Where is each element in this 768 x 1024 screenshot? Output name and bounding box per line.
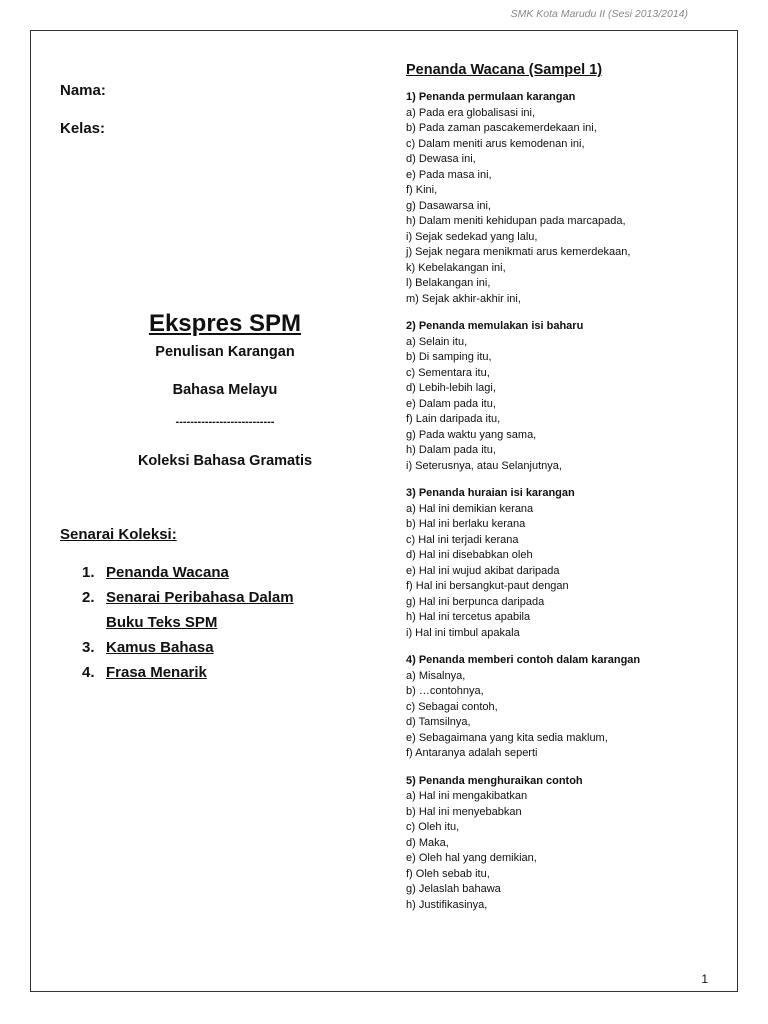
collection-list [82,560,294,685]
list-item: d) Hal ini disebabkan oleh [406,549,533,561]
list-item: c) Sementara itu, [406,366,490,379]
list-item: e) Oleh hal yang demikian, [406,852,537,864]
list-item: a) Misalnya, [406,669,466,682]
list-item: b) …contohnya, [406,685,484,697]
list-item: d) Tamsilnya, [406,716,471,728]
list-item: c) Hal ini terjadi kerana [406,533,519,546]
collection-item-number: 3. [82,639,95,656]
collection-item [82,660,294,685]
list-item: d) Maka, [406,836,449,849]
nama-label: Nama: [60,82,106,99]
list-item: c) Oleh itu, [406,821,460,833]
penanda-section [406,653,726,762]
list-item: a) Selain itu, [406,335,468,348]
list-item: l) Belakangan ini, [406,277,491,289]
list-item: f) Kini, [406,184,438,196]
subtitle-penulisan: Penulisan Karangan [155,344,295,360]
list-item: i) Seterusnya, atau Selanjutnya, [406,459,562,472]
list-item: h) Dalam pada itu, [406,444,496,456]
list-item: f) Oleh sebab itu, [406,867,490,880]
collection-item-number: 1. [82,564,95,581]
section-heading: 3) Penanda huraian isi karangan [406,487,575,499]
list-item: a) Pada era globalisasi ini, [406,106,536,119]
list-item: e) Dalam pada itu, [406,397,496,410]
list-item: k) Kebelakangan ini, [406,261,506,274]
collection-item-text-cont: Buku Teks SPM [106,614,218,631]
list-item: c) Dalam meniti arus kemodenan ini, [406,137,585,150]
section-heading: 1) Penanda permulaan karangan [406,91,576,103]
collection-item-text: Penanda Wacana [106,564,229,581]
penanda-section [406,90,726,307]
header-note: SMK Kota Marudu II (Sesi 2013/2014) [510,8,688,20]
list-item: e) Hal ini wujud akibat daripada [406,564,560,577]
collection-item-text: Senarai Peribahasa Dalam [106,589,294,606]
penanda-title: Penanda Wacana (Sampel 1) [406,62,603,78]
list-item: h) Justifikasinya, [406,898,488,911]
list-item: b) Pada zaman pascakemerdekaan ini, [406,122,597,134]
list-item: i) Sejak sedekad yang lalu, [406,230,538,243]
section-heading: 2) Penanda memulakan isi baharu [406,320,584,332]
collection-item [82,560,294,585]
collection-item [82,585,294,635]
list-item: i) Hal ini timbul apakala [406,626,520,639]
divider-line: --------------------------- [175,416,275,428]
list-item: a) Hal ini mengakibatkan [406,790,528,802]
sections-container [406,90,726,913]
list-item: f) Hal ini bersangkut-paut dengan [406,580,569,592]
collection-item-number: 2. [82,589,95,606]
list-item: c) Sebagai contoh, [406,700,498,713]
list-item: j) Sejak negara menikmati arus kemerdekaan, [406,246,631,258]
collection-item [82,635,294,660]
list-item: g) Dasawarsa ini, [406,199,491,212]
penanda-wacana-column [406,62,726,925]
penanda-section [406,319,726,474]
list-item: e) Sebagaimana yang kita sedia maklum, [406,731,608,744]
list-item: d) Dewasa ini, [406,153,476,165]
collection-item-text: Frasa Menarik [106,664,207,681]
list-item: f) Antaranya adalah seperti [406,747,538,759]
list-item: b) Hal ini menyebabkan [406,805,522,818]
list-item: m) Sejak akhir-akhir ini, [406,292,521,305]
penanda-section [406,774,726,914]
list-item: g) Jelaslah bahawa [406,883,501,895]
collection-heading: Senarai Koleksi: [60,526,177,543]
section-heading: 5) Penanda menghuraikan contoh [406,774,583,787]
list-item: e) Pada masa ini, [406,168,492,181]
list-item: g) Hal ini berpunca daripada [406,595,545,608]
kelas-label: Kelas: [60,120,106,137]
list-item: a) Hal ini demikian kerana [406,502,534,515]
collection-item-text: Kamus Bahasa [106,639,214,656]
list-item: b) Di samping itu, [406,351,492,363]
list-item: d) Lebih-lebih lagi, [406,382,496,394]
list-item: g) Pada waktu yang sama, [406,428,537,441]
collection-item-number: 4. [82,664,95,681]
list-item: h) Dalam meniti kehidupan pada marcapada, [406,215,626,227]
subtitle-bahasa: Bahasa Melayu [172,382,278,398]
section-heading: 4) Penanda memberi contoh dalam karangan [406,654,641,666]
list-item: f) Lain daripada itu, [406,413,501,425]
main-title: Ekspres SPM [148,310,302,337]
subtitle-koleksi: Koleksi Bahasa Gramatis [137,453,313,469]
page-number: 1 [701,972,708,986]
list-item: b) Hal ini berlaku kerana [406,518,526,530]
penanda-section [406,486,726,641]
list-item: h) Hal ini tercetus apabila [406,611,531,623]
